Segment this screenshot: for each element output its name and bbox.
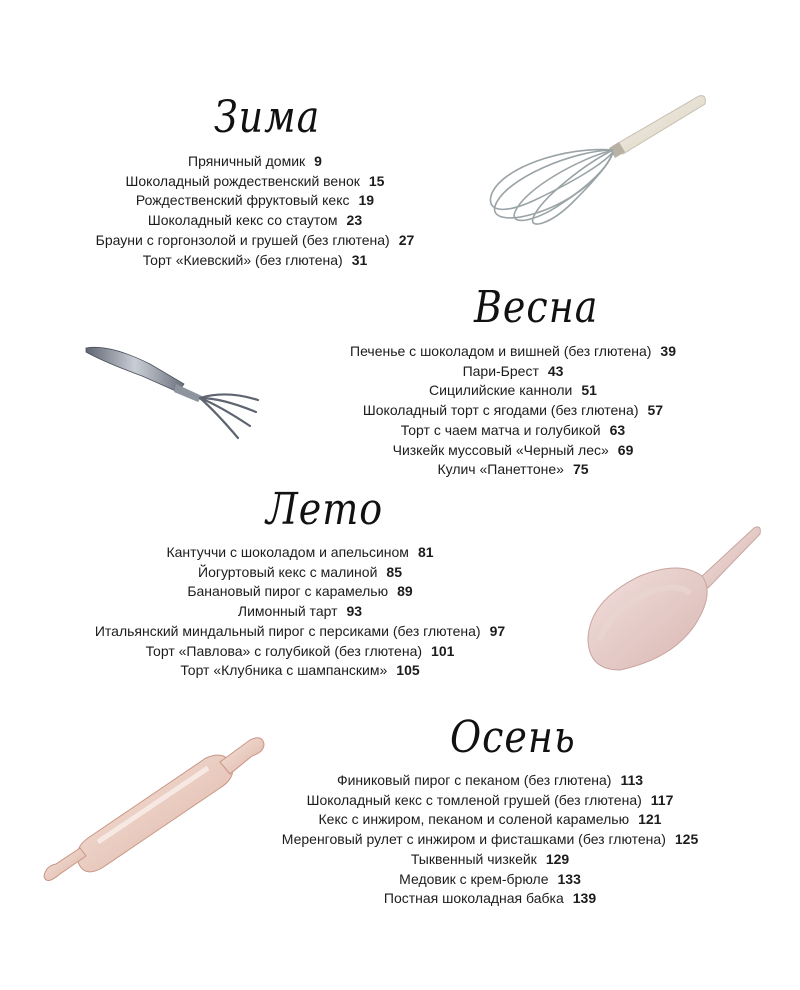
fork-icon xyxy=(80,340,265,445)
list-item[interactable] xyxy=(318,342,708,362)
page-number: 63 xyxy=(609,421,626,438)
list-item[interactable] xyxy=(90,152,420,172)
section-title: Лето xyxy=(266,483,384,535)
page-number: 101 xyxy=(431,642,455,659)
list-item[interactable] xyxy=(60,642,540,662)
list-item[interactable] xyxy=(250,771,730,791)
recipe-title: Лимонный тарт xyxy=(237,603,338,620)
page-number: 139 xyxy=(572,890,597,907)
recipe-title: Торт «Киевский» (без глютена) xyxy=(142,251,343,268)
list-item[interactable] xyxy=(60,602,540,622)
section-title: Осень xyxy=(450,711,576,763)
recipe-title: Шоколадный торт с ягодами (без глютена) xyxy=(362,402,639,419)
list-item[interactable] xyxy=(250,830,730,850)
recipe-list xyxy=(90,152,420,270)
list-item[interactable] xyxy=(318,421,708,441)
list-item[interactable] xyxy=(90,251,420,271)
recipe-title: Итальянский миндальный пирог с персиками (без глютена) xyxy=(94,622,481,639)
scoop-icon xyxy=(580,520,770,680)
recipe-title: Торт с чаем матча и голубикой xyxy=(400,421,601,438)
recipe-title: Пряничный домик xyxy=(188,153,306,169)
page-number: 39 xyxy=(660,343,676,359)
page-number: 51 xyxy=(581,382,597,399)
page-number: 31 xyxy=(351,251,368,268)
recipe-list xyxy=(250,771,730,909)
page-number: 19 xyxy=(358,192,375,209)
page-number: 121 xyxy=(638,811,662,828)
page-number: 117 xyxy=(650,791,674,808)
recipe-title: Чизкейк муссовый «Черный лес» xyxy=(392,441,609,458)
page-number: 125 xyxy=(674,831,699,848)
list-item[interactable] xyxy=(318,362,708,382)
page-number: 15 xyxy=(368,172,385,189)
page-number: 129 xyxy=(545,850,570,867)
list-item[interactable] xyxy=(250,870,730,890)
list-item[interactable] xyxy=(90,172,420,192)
recipe-title: Кекс с инжиром, пеканом и соленой карамелью xyxy=(318,811,630,828)
page-number: 27 xyxy=(398,231,415,248)
list-item[interactable] xyxy=(250,810,730,830)
list-item[interactable] xyxy=(318,401,708,421)
list-item[interactable] xyxy=(90,211,420,231)
list-item[interactable] xyxy=(250,889,730,909)
recipe-title: Тыквенный чизкейк xyxy=(410,850,537,867)
page-number: 93 xyxy=(346,603,363,620)
recipe-title: Сицилийские канноли xyxy=(429,382,573,399)
list-item[interactable] xyxy=(60,543,540,563)
recipe-title: Медовик с крем-брюле xyxy=(399,870,549,887)
recipe-title: Торт «Клубника с шампанским» xyxy=(180,662,388,679)
list-item[interactable] xyxy=(250,791,730,811)
recipe-title: Торт «Павлова» с голубикой (без глютена) xyxy=(145,642,423,659)
recipe-title: Йогуртовый кекс с малиной xyxy=(198,563,378,580)
page-number: 89 xyxy=(397,583,413,600)
page-number: 133 xyxy=(557,870,581,887)
page-number: 81 xyxy=(417,544,434,560)
recipe-title: Рождественский фруктовый кекс xyxy=(135,192,350,209)
recipe-title: Меренговый рулет с инжиром и фисташками (без глютена) xyxy=(281,831,666,848)
list-item[interactable] xyxy=(60,563,540,583)
recipe-title: Финиковый пирог с пеканом (без глютена) xyxy=(336,772,612,788)
whisk-icon xyxy=(485,88,715,233)
recipe-list xyxy=(60,543,540,681)
section-title: Весна xyxy=(474,281,599,333)
page-number: 23 xyxy=(346,212,363,229)
list-item[interactable] xyxy=(90,191,420,211)
recipe-title: Кантуччи с шоколадом и апельсином xyxy=(166,544,409,560)
recipe-title: Печенье с шоколадом и вишней (без глютена) xyxy=(350,343,652,359)
page-number: 57 xyxy=(647,402,664,419)
page-number: 113 xyxy=(620,772,644,788)
recipe-title: Пари-Брест xyxy=(462,362,539,379)
recipe-title: Шоколадный кекс с томленой грушей (без глютена) xyxy=(306,791,642,808)
recipe-title: Шоколадный рождественский венок xyxy=(125,172,360,189)
recipe-title: Кулич «Панеттоне» xyxy=(437,461,564,478)
list-item[interactable] xyxy=(318,381,708,401)
recipe-title: Брауни с горгонзолой и грушей (без глютена) xyxy=(95,231,390,248)
page-number: 69 xyxy=(617,441,634,458)
page-number: 9 xyxy=(314,153,322,169)
recipe-list xyxy=(318,342,708,480)
list-item[interactable] xyxy=(60,622,540,642)
recipe-title: Постная шоколадная бабка xyxy=(383,890,564,907)
list-item[interactable] xyxy=(318,460,708,480)
list-item[interactable] xyxy=(60,661,540,681)
page-number: 43 xyxy=(547,362,564,379)
page-number: 105 xyxy=(396,662,420,679)
list-item[interactable] xyxy=(60,582,540,602)
rolling-pin-icon xyxy=(38,728,270,896)
page-number: 75 xyxy=(572,461,589,478)
page-number: 85 xyxy=(386,563,402,580)
recipe-title: Шоколадный кекс со стаутом xyxy=(147,212,338,229)
page-number: 97 xyxy=(489,622,506,639)
list-item[interactable] xyxy=(250,850,730,870)
recipe-title: Банановый пирог с карамелью xyxy=(187,583,389,600)
list-item[interactable] xyxy=(90,231,420,251)
section-title: Зима xyxy=(214,91,321,143)
list-item[interactable] xyxy=(318,441,708,461)
